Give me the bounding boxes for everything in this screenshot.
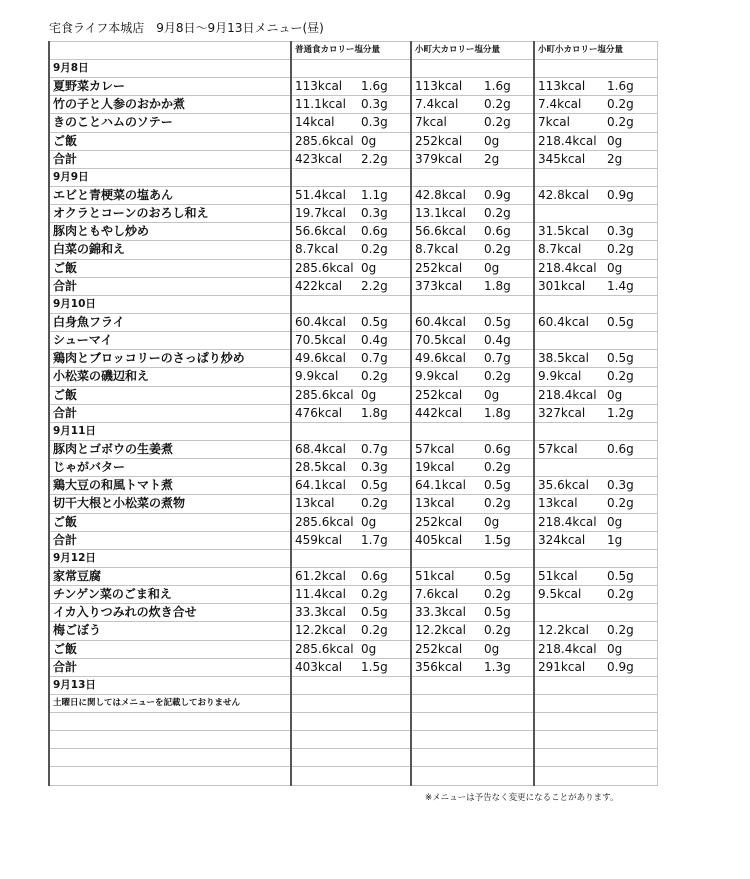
calorie-value: 60.4kcal (411, 313, 484, 331)
salt-value: 0.4g (361, 332, 411, 350)
column-header: 小町大カロリー塩分量 (411, 42, 534, 60)
calorie-value: 64.1kcal (291, 477, 361, 495)
empty-cell (534, 60, 657, 78)
calorie-value: 218.4kcal (534, 640, 607, 658)
salt-value: 0.5g (484, 604, 534, 622)
salt-value: 1.8g (361, 404, 411, 422)
calorie-value: 113kcal (411, 78, 484, 96)
calorie-value: 42.8kcal (534, 186, 607, 204)
dish-name: 白身魚フライ (49, 313, 291, 331)
empty-cell (411, 713, 534, 731)
empty-cell (411, 676, 534, 694)
menu-row (49, 604, 657, 622)
calorie-value: 13kcal (411, 495, 484, 513)
blank-row (49, 749, 657, 767)
dish-name: きのことハムのソテー (49, 114, 291, 132)
calorie-value: 49.6kcal (411, 350, 484, 368)
calorie-value: 422kcal (291, 277, 361, 295)
calorie-value: 476kcal (291, 404, 361, 422)
salt-value: 0.3g (607, 477, 657, 495)
calorie-value: 12.2kcal (291, 622, 361, 640)
calorie-value: 285.6kcal (291, 386, 361, 404)
salt-value: 0.6g (607, 440, 657, 458)
dish-name: ご飯 (49, 386, 291, 404)
salt-value (607, 459, 657, 477)
empty-cell (291, 676, 411, 694)
empty-cell (49, 767, 291, 785)
empty-cell (291, 713, 411, 731)
salt-value: 0.5g (484, 313, 534, 331)
salt-value: 0.3g (607, 223, 657, 241)
salt-value: 0g (361, 386, 411, 404)
calorie-value: 61.2kcal (291, 567, 361, 585)
calorie-value: 285.6kcal (291, 640, 361, 658)
salt-value: 0.5g (607, 313, 657, 331)
calorie-value (534, 205, 607, 223)
calorie-value: 285.6kcal (291, 132, 361, 150)
salt-value: 1.2g (607, 404, 657, 422)
calorie-value: 252kcal (411, 132, 484, 150)
salt-value: 0.3g (361, 205, 411, 223)
empty-cell (534, 767, 657, 785)
menu-row (49, 132, 657, 150)
empty-cell (291, 549, 411, 567)
dish-name: 切干大根と小松菜の煮物 (49, 495, 291, 513)
calorie-value: 373kcal (411, 277, 484, 295)
calorie-value: 7.6kcal (411, 586, 484, 604)
calorie-value: 49.6kcal (291, 350, 361, 368)
salt-value: 0g (361, 259, 411, 277)
empty-cell (49, 713, 291, 731)
salt-value: 1.6g (607, 78, 657, 96)
salt-value: 0.2g (484, 368, 534, 386)
empty-cell (291, 295, 411, 313)
menu-row (49, 241, 657, 259)
empty-cell (411, 549, 534, 567)
salt-value: 0g (484, 386, 534, 404)
dish-name: 合計 (49, 658, 291, 676)
salt-value: 0.2g (484, 114, 534, 132)
calorie-value: 35.6kcal (534, 477, 607, 495)
salt-value: 0g (607, 513, 657, 531)
calorie-value: 113kcal (534, 78, 607, 96)
dish-name: エビと青梗菜の塩あん (49, 186, 291, 204)
dish-name: シューマイ (49, 332, 291, 350)
calorie-value: 9.9kcal (291, 368, 361, 386)
calorie-value: 7kcal (534, 114, 607, 132)
calorie-value: 113kcal (291, 78, 361, 96)
salt-value: 0g (607, 259, 657, 277)
menu-row (49, 205, 657, 223)
calorie-value: 13kcal (291, 495, 361, 513)
salt-value: 0.2g (361, 622, 411, 640)
calorie-value: 218.4kcal (534, 259, 607, 277)
dish-name: 家常豆腐 (49, 567, 291, 585)
column-header: 小町小カロリー塩分量 (534, 42, 657, 60)
calorie-value: 12.2kcal (534, 622, 607, 640)
salt-value (607, 332, 657, 350)
menu-row (49, 495, 657, 513)
menu-row (49, 186, 657, 204)
calorie-value: 31.5kcal (534, 223, 607, 241)
calorie-value (534, 459, 607, 477)
dish-name: 鶏大豆の和風トマト煮 (49, 477, 291, 495)
menu-row (49, 459, 657, 477)
menu-row (49, 531, 657, 549)
dish-name: 合計 (49, 531, 291, 549)
dish-name: ご飯 (49, 513, 291, 531)
dish-name: ご飯 (49, 640, 291, 658)
salt-value: 0.2g (607, 622, 657, 640)
menu-row (49, 332, 657, 350)
salt-value: 0g (361, 640, 411, 658)
calorie-value: 11.1kcal (291, 96, 361, 114)
calorie-value: 57kcal (411, 440, 484, 458)
empty-cell (411, 295, 534, 313)
calorie-value: 19.7kcal (291, 205, 361, 223)
dish-name: 小松菜の磯辺和え (49, 368, 291, 386)
salt-value: 0.2g (607, 114, 657, 132)
menu-row (49, 350, 657, 368)
salt-value: 0.9g (607, 186, 657, 204)
calorie-value: 70.5kcal (411, 332, 484, 350)
menu-row (49, 368, 657, 386)
salt-value: 0.2g (361, 586, 411, 604)
calorie-value: 51kcal (534, 567, 607, 585)
calorie-value: 291kcal (534, 658, 607, 676)
menu-row (49, 313, 657, 331)
salt-value: 1.6g (361, 78, 411, 96)
empty-cell (49, 731, 291, 749)
salt-value: 1.5g (484, 531, 534, 549)
calorie-value: 252kcal (411, 259, 484, 277)
salt-value: 0g (607, 386, 657, 404)
date-label: 9月11日 (49, 422, 291, 440)
calorie-value: 403kcal (291, 658, 361, 676)
salt-value: 1.1g (361, 186, 411, 204)
salt-value: 0g (484, 132, 534, 150)
empty-cell (411, 168, 534, 186)
calorie-value: 423kcal (291, 150, 361, 168)
calorie-value: 324kcal (534, 531, 607, 549)
calorie-value: 56.6kcal (411, 223, 484, 241)
date-label: 9月10日 (49, 295, 291, 313)
empty-cell (534, 422, 657, 440)
salt-value: 0.2g (361, 495, 411, 513)
salt-value: 0.6g (361, 567, 411, 585)
calorie-value: 13kcal (534, 495, 607, 513)
salt-value: 0g (361, 132, 411, 150)
dish-name: イカ入りつみれの炊き合せ (49, 604, 291, 622)
dish-name: 鶏肉とブロッコリーのさっぱり炒め (49, 350, 291, 368)
calorie-value: 8.7kcal (291, 241, 361, 259)
empty-cell (534, 549, 657, 567)
salt-value: 0.2g (607, 495, 657, 513)
salt-value: 0.2g (484, 205, 534, 223)
empty-cell (411, 749, 534, 767)
menu-row (49, 277, 657, 295)
empty-cell (534, 713, 657, 731)
salt-value: 0.5g (484, 477, 534, 495)
empty-cell (534, 676, 657, 694)
calorie-value: 9.5kcal (534, 586, 607, 604)
dish-name: 白菜の錦和え (49, 241, 291, 259)
calorie-value: 8.7kcal (534, 241, 607, 259)
calorie-value: 57kcal (534, 440, 607, 458)
menu-row (49, 567, 657, 585)
calorie-value: 64.1kcal (411, 477, 484, 495)
salt-value: 2.2g (361, 150, 411, 168)
footnote: ※メニューは予告なく変更になることがあります。 (425, 793, 619, 803)
salt-value: 1.3g (484, 658, 534, 676)
blank-row (49, 767, 657, 785)
salt-value: 0.2g (607, 96, 657, 114)
salt-value: 0.7g (361, 440, 411, 458)
salt-value: 0.7g (361, 350, 411, 368)
salt-value (607, 604, 657, 622)
saturday-note-row (49, 694, 657, 712)
calorie-value: 7kcal (411, 114, 484, 132)
salt-value: 0g (607, 132, 657, 150)
salt-value: 0.5g (484, 567, 534, 585)
salt-value: 0.7g (484, 350, 534, 368)
dish-name: 竹の子と人参のおかか煮 (49, 96, 291, 114)
empty-cell (534, 295, 657, 313)
calorie-value: 12.2kcal (411, 622, 484, 640)
empty-cell (411, 731, 534, 749)
calorie-value: 51kcal (411, 567, 484, 585)
salt-value: 0g (484, 640, 534, 658)
menu-row (49, 150, 657, 168)
salt-value: 0.6g (361, 223, 411, 241)
calorie-value: 60.4kcal (534, 313, 607, 331)
date-row (49, 676, 657, 694)
date-row (49, 549, 657, 567)
salt-value: 1.4g (607, 277, 657, 295)
dish-name: ご飯 (49, 132, 291, 150)
salt-value: 0.2g (484, 459, 534, 477)
salt-value: 0.3g (361, 459, 411, 477)
blank-row (49, 731, 657, 749)
blank-row (49, 713, 657, 731)
salt-value: 0.2g (484, 622, 534, 640)
menu-row (49, 640, 657, 658)
salt-value: 0.2g (361, 241, 411, 259)
salt-value: 2g (484, 150, 534, 168)
salt-value: 0.5g (607, 567, 657, 585)
menu-row (49, 223, 657, 241)
menu-row (49, 513, 657, 531)
calorie-value: 9.9kcal (411, 368, 484, 386)
salt-value: 0.6g (484, 223, 534, 241)
calorie-value: 252kcal (411, 386, 484, 404)
menu-row (49, 440, 657, 458)
salt-value: 0.5g (361, 313, 411, 331)
calorie-value: 301kcal (534, 277, 607, 295)
salt-value: 1.7g (361, 531, 411, 549)
salt-value (607, 205, 657, 223)
salt-value: 1.6g (484, 78, 534, 96)
header-row (49, 42, 657, 60)
salt-value: 0.2g (607, 586, 657, 604)
empty-cell (291, 731, 411, 749)
page-title: 宅食ライフ本城店 9月8日〜9月13日メニュー(昼) (49, 21, 324, 35)
salt-value: 0.5g (361, 477, 411, 495)
calorie-value: 28.5kcal (291, 459, 361, 477)
calorie-value: 42.8kcal (411, 186, 484, 204)
salt-value: 2g (607, 150, 657, 168)
calorie-value: 327kcal (534, 404, 607, 422)
salt-value: 1.8g (484, 277, 534, 295)
date-label: 9月12日 (49, 549, 291, 567)
calorie-value: 442kcal (411, 404, 484, 422)
calorie-value: 68.4kcal (291, 440, 361, 458)
salt-value: 0.2g (361, 368, 411, 386)
dish-name: チンゲン菜のごま和え (49, 586, 291, 604)
salt-value: 0.2g (484, 96, 534, 114)
calorie-value: 8.7kcal (411, 241, 484, 259)
calorie-value: 459kcal (291, 531, 361, 549)
salt-value: 0.2g (607, 241, 657, 259)
menu-row (49, 404, 657, 422)
calorie-value: 60.4kcal (291, 313, 361, 331)
column-header: 普通食カロリー塩分量 (291, 42, 411, 60)
empty-cell (291, 168, 411, 186)
salt-value: 0.5g (607, 350, 657, 368)
salt-value: 0g (484, 513, 534, 531)
empty-cell (291, 694, 411, 712)
salt-value: 0.6g (484, 440, 534, 458)
menu-row (49, 658, 657, 676)
calorie-value (534, 604, 607, 622)
calorie-value: 356kcal (411, 658, 484, 676)
date-label: 9月9日 (49, 168, 291, 186)
salt-value: 0.9g (484, 186, 534, 204)
calorie-value: 14kcal (291, 114, 361, 132)
calorie-value: 13.1kcal (411, 205, 484, 223)
dish-name: 豚肉とゴボウの生姜煮 (49, 440, 291, 458)
calorie-value: 11.4kcal (291, 586, 361, 604)
calorie-value: 345kcal (534, 150, 607, 168)
date-row (49, 168, 657, 186)
date-row (49, 295, 657, 313)
calorie-value: 218.4kcal (534, 513, 607, 531)
menu-row (49, 78, 657, 96)
empty-cell (534, 694, 657, 712)
salt-value: 0g (484, 259, 534, 277)
menu-row (49, 477, 657, 495)
calorie-value: 9.9kcal (534, 368, 607, 386)
menu-row (49, 114, 657, 132)
empty-cell (411, 767, 534, 785)
dish-name: 夏野菜カレー (49, 78, 291, 96)
calorie-value: 33.3kcal (291, 604, 361, 622)
salt-value: 0.2g (484, 495, 534, 513)
salt-value: 1.8g (484, 404, 534, 422)
calorie-value: 7.4kcal (534, 96, 607, 114)
menu-table (48, 41, 658, 786)
calorie-value: 285.6kcal (291, 259, 361, 277)
salt-value: 0.9g (607, 658, 657, 676)
salt-value: 0.2g (484, 241, 534, 259)
empty-cell (534, 749, 657, 767)
salt-value: 1.5g (361, 658, 411, 676)
calorie-value: 379kcal (411, 150, 484, 168)
salt-value: 0.4g (484, 332, 534, 350)
empty-cell (411, 422, 534, 440)
empty-cell (411, 694, 534, 712)
menu-row (49, 259, 657, 277)
menu-row (49, 386, 657, 404)
dish-name: オクラとコーンのおろし和え (49, 205, 291, 223)
salt-value: 0.5g (361, 604, 411, 622)
calorie-value: 56.6kcal (291, 223, 361, 241)
calorie-value: 19kcal (411, 459, 484, 477)
menu-row (49, 586, 657, 604)
calorie-value: 38.5kcal (534, 350, 607, 368)
calorie-value: 252kcal (411, 513, 484, 531)
empty-cell (49, 749, 291, 767)
salt-value: 0.3g (361, 114, 411, 132)
date-label: 9月8日 (49, 60, 291, 78)
salt-value: 0.2g (484, 586, 534, 604)
salt-value: 2.2g (361, 277, 411, 295)
calorie-value (534, 332, 607, 350)
date-row (49, 422, 657, 440)
dish-name: 合計 (49, 277, 291, 295)
calorie-value: 7.4kcal (411, 96, 484, 114)
calorie-value: 285.6kcal (291, 513, 361, 531)
dish-name: じゃがバター (49, 459, 291, 477)
dish-name: 豚肉ともやし炒め (49, 223, 291, 241)
salt-value: 0g (361, 513, 411, 531)
calorie-value: 70.5kcal (291, 332, 361, 350)
calorie-value: 405kcal (411, 531, 484, 549)
salt-value: 0g (607, 640, 657, 658)
dish-name: 合計 (49, 404, 291, 422)
calorie-value: 33.3kcal (411, 604, 484, 622)
salt-value: 0.3g (361, 96, 411, 114)
menu-row (49, 96, 657, 114)
empty-cell (291, 422, 411, 440)
empty-cell (291, 60, 411, 78)
dish-name: ご飯 (49, 259, 291, 277)
header-blank-cell (49, 42, 291, 60)
calorie-value: 218.4kcal (534, 132, 607, 150)
date-label: 9月13日 (49, 676, 291, 694)
empty-cell (411, 60, 534, 78)
empty-cell (534, 731, 657, 749)
menu-row (49, 622, 657, 640)
empty-cell (291, 767, 411, 785)
date-row (49, 60, 657, 78)
dish-name: 合計 (49, 150, 291, 168)
salt-value: 1g (607, 531, 657, 549)
dish-name: 梅ごぼう (49, 622, 291, 640)
calorie-value: 51.4kcal (291, 186, 361, 204)
calorie-value: 218.4kcal (534, 386, 607, 404)
calorie-value: 252kcal (411, 640, 484, 658)
empty-cell (534, 168, 657, 186)
empty-cell (291, 749, 411, 767)
salt-value: 0.2g (607, 368, 657, 386)
saturday-note: 土曜日に関してはメニューを記載しておりません (49, 694, 291, 712)
